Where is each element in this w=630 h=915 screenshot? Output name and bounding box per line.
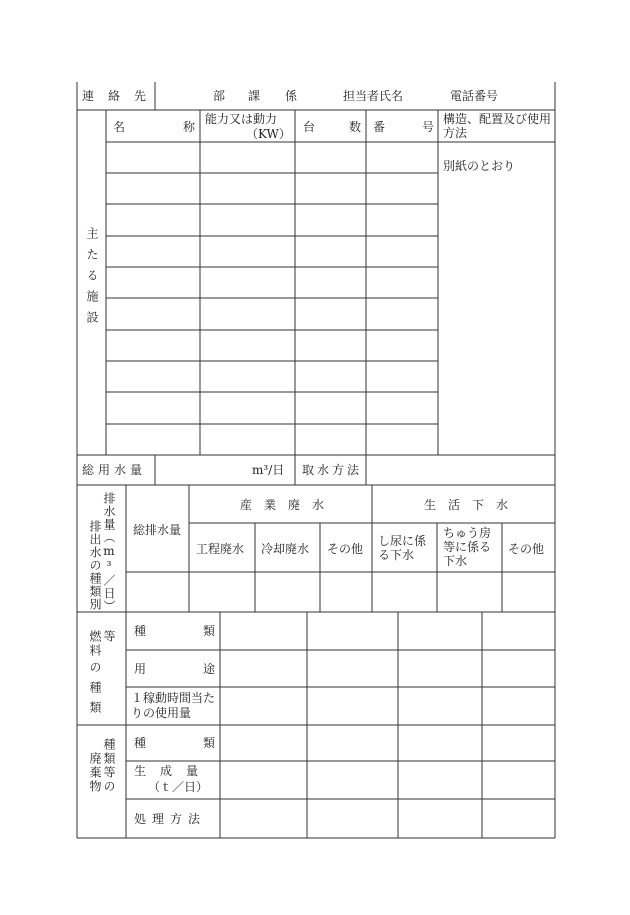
waste-entry-area[interactable] <box>221 726 554 837</box>
drainage-process-label: 工程廃水 <box>196 542 245 556</box>
facilities-col-name: 名 <box>113 120 126 134</box>
contact-section-label: 課 <box>248 89 261 103</box>
contact-person-label: 担当者氏名 <box>343 89 404 103</box>
facilities-col-number: 番 <box>373 120 386 134</box>
fuel-side-label-1: 燃料 <box>88 630 102 658</box>
contact-dept-label: 部 <box>213 89 226 103</box>
waste-row-amount-unit: （ｔ／日） <box>148 780 209 794</box>
facilities-col-capacity-unit: （KW） <box>246 127 291 141</box>
fuel-row-kind: 種 <box>134 624 147 638</box>
facilities-col-count: 台 <box>303 120 316 134</box>
water-intake-label: 取水方法 <box>302 463 363 477</box>
fuel-entry-area[interactable] <box>221 613 554 724</box>
waste-side-label-1: 廃棄物 <box>88 752 102 794</box>
drainage-side-label-2: 排水量（m³／日） <box>102 492 116 613</box>
drainage-value-row[interactable] <box>127 573 554 611</box>
fuel-side-label-3: の種類 <box>88 661 102 721</box>
facilities-col-number-2: 号 <box>422 120 435 134</box>
fuel-row-use: 用 <box>134 662 147 676</box>
fuel-side-label-2: 等 <box>102 630 116 644</box>
drainage-domestic-label: 生活下水 <box>424 498 521 512</box>
drainage-side-label-1: 排出水の種類別 <box>88 520 102 611</box>
contact-unit-label: 係 <box>285 89 298 103</box>
water-total-value-cell[interactable] <box>156 456 246 484</box>
drainage-total-label: 総排水量 <box>133 523 182 537</box>
drainage-other2-label: その他 <box>508 542 545 556</box>
fuel-row-use-2: 途 <box>203 662 216 676</box>
waste-row-kind: 種 <box>134 736 147 750</box>
facilities-col-count-2: 数 <box>349 120 362 134</box>
fuel-row-hourly: １稼動時間当たりの使用量 <box>131 691 216 720</box>
contact-label: 連絡先 <box>82 89 161 103</box>
facilities-structure-value: 別紙のとおり <box>443 159 516 173</box>
facilities-col-structure: 構造、配置及び使用方法 <box>443 112 552 140</box>
drainage-industrial-label: 産業廃水 <box>240 498 337 512</box>
drainage-kitchen-label: ちゅう房等に係る下水 <box>443 526 492 568</box>
waste-row-method: 処理方法 <box>134 812 207 826</box>
fuel-row-kind-2: 類 <box>203 624 216 638</box>
water-total-label: 総用水量 <box>82 463 147 477</box>
contact-value-cell[interactable] <box>156 83 554 109</box>
facilities-col-name-2: 称 <box>183 120 196 134</box>
waste-row-amount: 生成量 <box>134 764 213 778</box>
drainage-sewage-label: し尿に係る下水 <box>378 534 427 562</box>
drainage-other1-label: その他 <box>327 542 364 556</box>
drainage-cooling-label: 冷却廃水 <box>261 542 310 556</box>
water-unit: m³/日 <box>252 463 285 477</box>
facilities-col-capacity: 能力又は動力 <box>205 112 278 126</box>
facilities-entry-area[interactable] <box>107 143 437 454</box>
water-intake-value-cell[interactable] <box>367 456 554 484</box>
waste-side-label-2: 種類等の <box>102 738 116 794</box>
waste-row-kind-2: 類 <box>203 736 216 750</box>
contact-phone-label: 電話番号 <box>450 89 499 103</box>
facilities-side-label: 主たる施設 <box>85 227 99 332</box>
